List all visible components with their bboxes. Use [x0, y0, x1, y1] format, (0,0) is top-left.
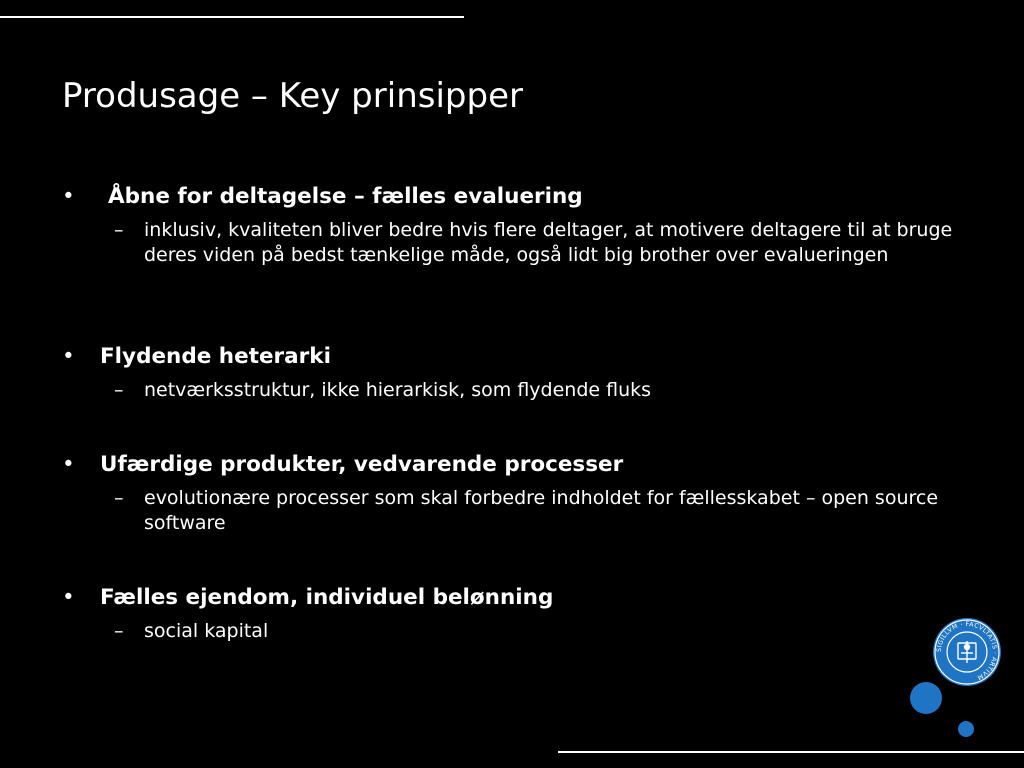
- bullet-dot: •: [62, 344, 75, 369]
- sub-dash: –: [114, 379, 124, 401]
- bullet-heading-row: [62, 581, 972, 615]
- seal-text: SIGILLVM · FACVLTATIS · ARTIVM: [935, 620, 999, 681]
- bullet-heading: Ufærdige produkter, vedvarende processer: [100, 452, 624, 477]
- decorative-dot-small: [958, 721, 974, 737]
- bullet-heading-row: [62, 180, 972, 214]
- bullet-item: [62, 581, 972, 644]
- sub-bullet-text: social kapital: [144, 620, 269, 642]
- sub-bullet-row: [62, 486, 974, 536]
- sub-bullet-text: evolutionære processer som skal forbedre indholdet for fællesskabet – open source software: [144, 487, 939, 534]
- university-seal-logo: [932, 617, 1002, 687]
- bullet-item: [62, 340, 972, 403]
- bullet-item: [62, 448, 972, 536]
- bullet-heading: Åbne for deltagelse – fælles evaluering: [108, 184, 583, 209]
- decorative-dot-large: [910, 682, 942, 714]
- bullet-dot: •: [62, 452, 75, 477]
- sub-bullet-text: inklusiv, kvaliteten bliver bedre hvis flere deltager, at motivere deltagere til at bruge deres viden på bedst tænkelige måde, også lidt big brother over evalueringen: [144, 219, 953, 266]
- sub-dash: –: [114, 487, 124, 509]
- sub-bullet-row: [62, 619, 974, 644]
- bottom-divider: [558, 751, 1024, 753]
- bullet-heading-row: [62, 448, 972, 482]
- bullet-dot: •: [62, 585, 75, 610]
- sub-bullet-row: [62, 218, 974, 268]
- sub-bullet-row: [62, 378, 974, 403]
- bullet-heading: Flydende heterarki: [100, 344, 331, 369]
- bullet-heading-row: [62, 340, 972, 374]
- slide-title: Produsage – Key prinsipper: [62, 76, 523, 116]
- bullet-heading: Fælles ejendom, individuel belønning: [100, 585, 554, 610]
- bullet-item: [62, 180, 972, 268]
- sub-dash: –: [114, 620, 124, 642]
- sub-bullet-text: netværksstruktur, ikke hierarkisk, som flydende fluks: [144, 379, 652, 401]
- top-divider: [0, 16, 464, 18]
- bullet-dot: •: [62, 184, 75, 209]
- sub-dash: –: [114, 219, 124, 241]
